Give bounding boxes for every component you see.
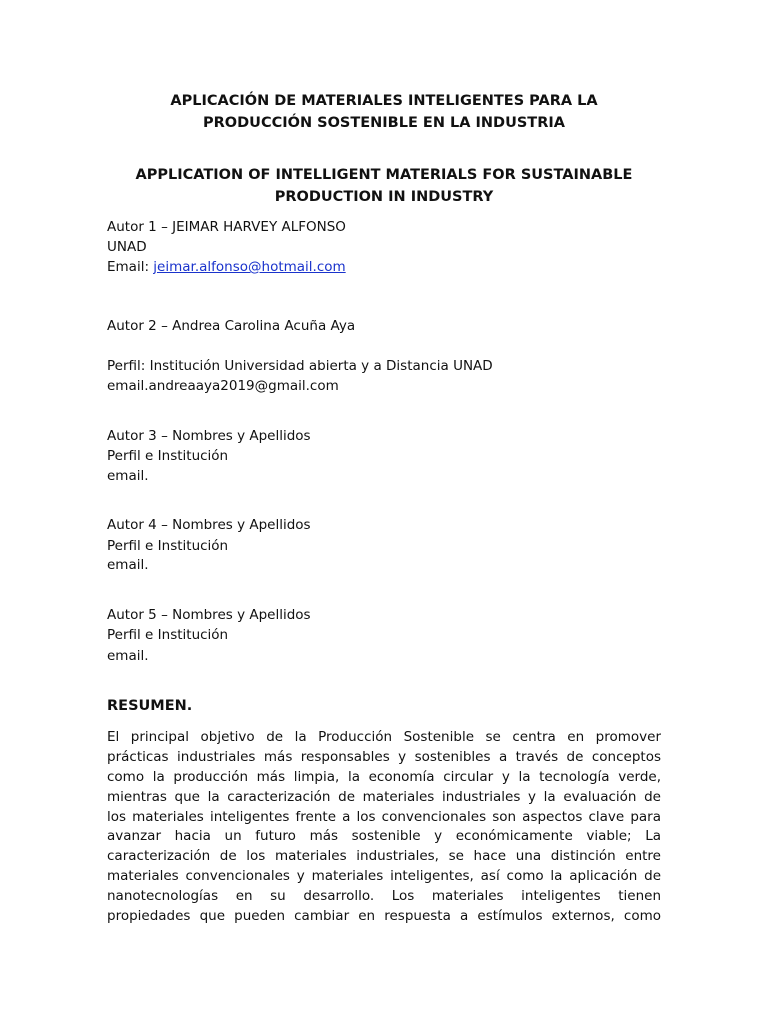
english-title	[107, 164, 661, 208]
author-4-name: Autor 4 – Nombres y Apellidos	[107, 517, 311, 533]
author-3-name: Autor 3 – Nombres y Apellidos	[107, 428, 311, 444]
english-title-line-1: APPLICATION OF INTELLIGENT MATERIALS FOR SUSTAINABLE	[135, 167, 633, 183]
abstract-line: prácticas industriales más responsables y sostenibles a través de conceptos	[107, 748, 661, 765]
abstract-line: materiales convencionales y materiales inteligentes, así como la aplicación de	[107, 868, 661, 885]
author-2-email: email.andreaaya2019@gmail.com	[107, 378, 339, 394]
spanish-title	[107, 90, 661, 134]
author-1-email-label: Email:	[107, 259, 154, 275]
author-5-profile: Perfil e Institución	[107, 627, 229, 643]
author-1-email-link[interactable]: jeimar.alfonso@hotmail.com	[153, 259, 346, 275]
abstract-line: El principal objetivo de la Producción Sostenible se centra en promover	[107, 729, 661, 745]
spanish-title-line-1: APLICACIÓN DE MATERIALES INTELIGENTES PARA LA	[170, 93, 598, 109]
spanish-title-line-2: PRODUCCIÓN SOSTENIBLE EN LA INDUSTRIA	[203, 115, 565, 131]
abstract-paragraph	[107, 728, 661, 927]
author-5-email: email.	[107, 648, 149, 664]
author-5-name: Autor 5 – Nombres y Apellidos	[107, 607, 311, 623]
english-title-line-2: PRODUCTION IN INDUSTRY	[274, 189, 494, 205]
abstract-line: nanotecnologías en su desarrollo. Los materiales inteligentes tienen	[107, 888, 661, 905]
author-1-institution: UNAD	[107, 239, 147, 255]
abstract-line: mientras que la caracterización de materiales industriales y la evaluación de	[107, 788, 661, 805]
abstract-heading: RESUMEN.	[107, 698, 193, 714]
abstract-line: propiedades que pueden cambiar en respuesta a estímulos externos, como	[107, 908, 661, 925]
abstract-line: caracterización de los materiales industriales, se hace una distinción entre	[107, 848, 661, 865]
author-2-name: Autor 2 – Andrea Carolina Acuña Aya	[107, 318, 356, 334]
author-4-email: email.	[107, 557, 149, 573]
abstract-line: como la producción más limpia, la economía circular y la tecnología verde,	[107, 768, 661, 785]
author-3-profile: Perfil e Institución	[107, 448, 229, 464]
abstract-line: los materiales inteligentes frente a los convencionales son aspectos clave para	[107, 808, 661, 825]
author-2-profile: Perfil: Institución Universidad abierta y a Distancia UNAD	[107, 358, 493, 374]
author-1-name: Autor 1 – JEIMAR HARVEY ALFONSO	[107, 219, 346, 235]
abstract-line: avanzar hacia un futuro más sostenible y económicamente viable; La	[107, 828, 661, 845]
author-1-email-row	[107, 257, 346, 277]
author-4-profile: Perfil e Institución	[107, 538, 229, 554]
author-3-email: email.	[107, 468, 149, 484]
